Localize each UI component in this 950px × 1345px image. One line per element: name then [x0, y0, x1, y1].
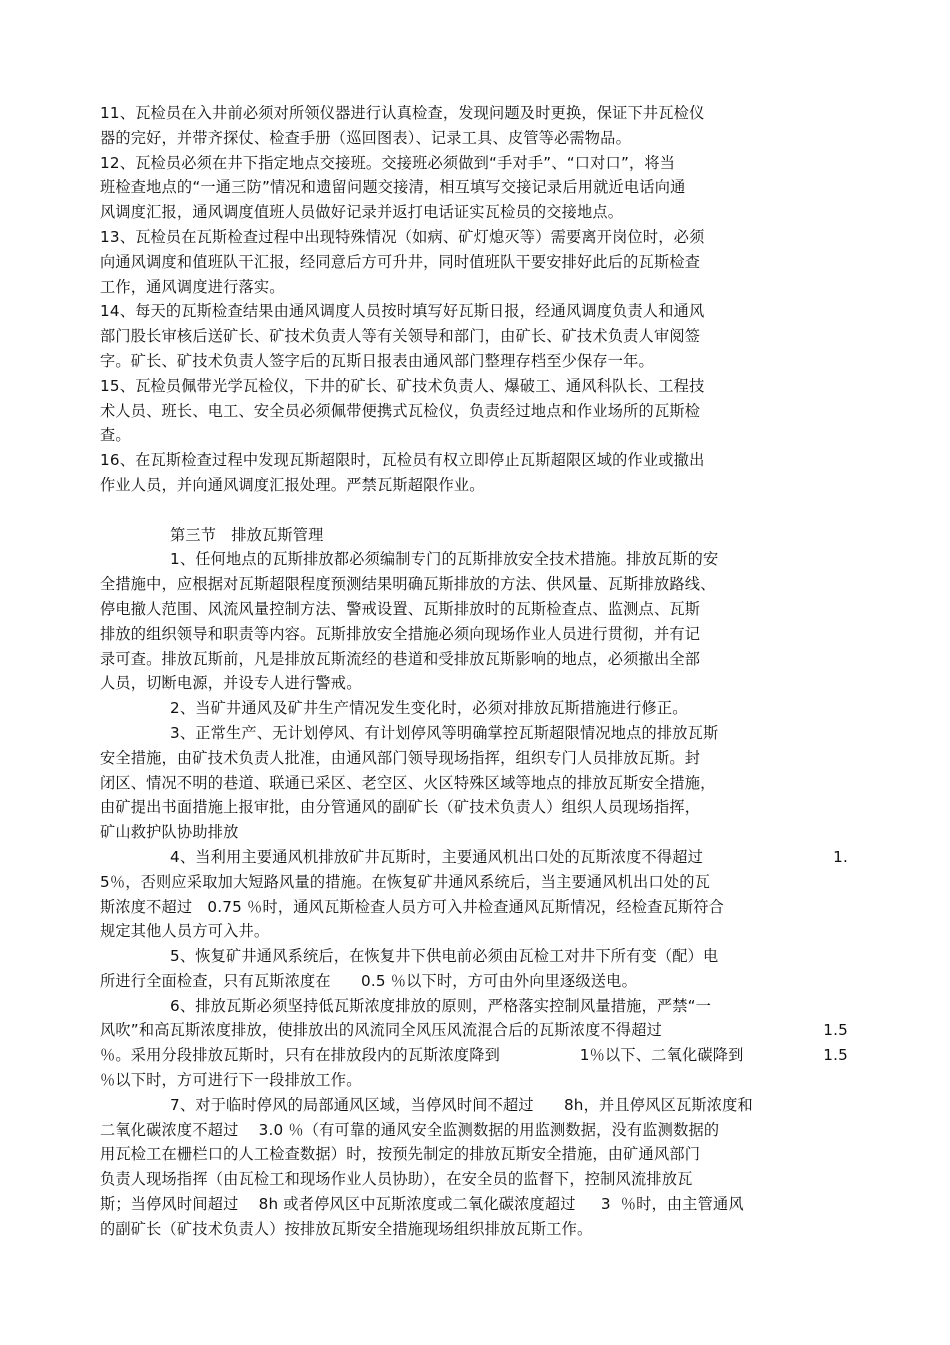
- text-line: 2、当矿井通风及矿井生产情况发生变化时，必须对排放瓦斯措施进行修正。: [170, 699, 688, 718]
- text-line: 查。: [100, 426, 131, 445]
- text-line: 字。矿长、矿技术负责人签字后的瓦斯日报表由通风部门整理存档至少保存一年。: [100, 351, 654, 370]
- text-line: 3、正常生产、无计划停风、有计划停风等明确掌控瓦斯超限情况地点的排放瓦斯: [170, 723, 719, 742]
- value-segment: 1.: [833, 847, 848, 866]
- text-line: 13、瓦检员在瓦斯检查过程中出现特殊情况（如病、矿灯熄灭等）需要离开岗位时，必须: [100, 227, 705, 246]
- document-body: [100, 101, 848, 1242]
- text-line: 安全措施，由矿技术负责人批准，由通风部门领导现场指挥，组织专门人员排放瓦斯。封: [100, 748, 701, 767]
- text-line-with-value: [100, 845, 848, 870]
- text-line: 二氧化碳浓度不超过 3.0 ％（有可靠的通风安全监测数据的用监测数据，没有监测数据的: [100, 1120, 720, 1139]
- value-segment: 1.5: [823, 1021, 848, 1040]
- text-line: 闭区、情况不明的巷道、联通已采区、老空区、火区特殊区域等地点的排放瓦斯安全措施，: [100, 773, 716, 792]
- text-line: 用瓦检工在栅栏口的人工检查数据）时，按预先制定的排放瓦斯安全措施，由矿通风部门: [100, 1145, 701, 1164]
- text-line: 14、每天的瓦斯检查结果由通风调度人员按时填写好瓦斯日报，经通风调度负责人和通风: [100, 302, 705, 321]
- text-line: 7、对于临时停风的局部通风区域，当停风时间不超过 8h，并且停风区瓦斯浓度和: [170, 1095, 753, 1114]
- text-segment: ％。采用分段排放瓦斯时，只有在排放段内的瓦斯浓度降到: [100, 1046, 501, 1065]
- text-line: 术人员、班长、电工、安全员必须佩带便携式瓦检仪，负责经过地点和作业场所的瓦斯检: [100, 401, 701, 420]
- text-line: 全措施中，应根据对瓦斯超限程度预测结果明确瓦斯排放的方法、供风量、瓦斯排放路线、: [100, 575, 716, 594]
- text-line: 向通风调度和值班队干汇报，经同意后方可升井，同时值班队干要安排好此后的瓦斯检查: [100, 252, 701, 271]
- text-line: 斯；当停风时间超过 8h 或者停风区中瓦斯浓度或二氧化碳浓度超过 3 ％时，由主管通风: [100, 1195, 744, 1214]
- text-line: 所进行全面检查，只有瓦斯浓度在 0.5 ％以下时，方可由外向里逐级送电。: [100, 971, 637, 990]
- text-line: 6、排放瓦斯必须坚持低瓦斯浓度排放的原则，严格落实控制风量措施，严禁“一: [170, 996, 712, 1015]
- text-line: 负责人现场指挥（由瓦检工和现场作业人员协助），在安全员的监督下，控制风流排放瓦: [100, 1170, 693, 1189]
- text-line: 班检查地点的“一通三防”情况和遗留问题交接清，相互填写交接记录后用就近电话向通: [100, 178, 686, 197]
- text-line-with-value: [100, 1018, 848, 1043]
- text-line: 作业人员，并向通风调度汇报处理。严禁瓦斯超限作业。: [100, 475, 485, 494]
- text-line: 斯浓度不超过 0.75 ％时，通风瓦斯检查人员方可入井检查通风瓦斯情况，经检查瓦斯符合: [100, 897, 725, 916]
- text-line: 规定其他人员方可入井。: [100, 922, 270, 941]
- text-segment: 4、当利用主要通风机排放矿井瓦斯时，主要通风机出口处的瓦斯浓度不得超过: [170, 847, 704, 866]
- text-line: 矿山救护队协助排放: [100, 823, 239, 842]
- text-line: 11、瓦检员在入井前必须对所领仪器进行认真检查，发现问题及时更换，保证下井瓦检仪: [100, 104, 705, 122]
- text-line: 风调度汇报，通风调度值班人员做好记录并返打电话证实瓦检员的交接地点。: [100, 203, 624, 222]
- paragraph-spacer: [100, 498, 848, 523]
- text-line: 的副矿长（矿技术负责人）按排放瓦斯安全措施现场组织排放瓦斯工作。: [100, 1219, 593, 1238]
- text-line: 12、瓦检员必须在井下指定地点交接班。交接班必须做到“手对手”、“口对口”，将当: [100, 153, 676, 172]
- text-line: 1、任何地点的瓦斯排放都必须编制专门的瓦斯排放安全技术措施。排放瓦斯的安: [170, 550, 719, 569]
- text-segment: 风吹”和高瓦斯浓度排放，使排放出的风流同全风压风流混合后的瓦斯浓度不得超过: [100, 1021, 663, 1040]
- text-line: 录可查。排放瓦斯前，凡是排放瓦斯流经的巷道和受排放瓦斯影响的地点，必须撤出全部: [100, 649, 701, 668]
- text-line: 排放的组织领导和职责等内容。瓦斯排放安全措施必须向现场作业人员进行贯彻，并有记: [100, 624, 701, 643]
- text-line: 停电撤人范围、风流风量控制方法、警戒设置、瓦斯排放时的瓦斯检查点、监测点、瓦斯: [100, 599, 701, 618]
- text-line: 工作，通风调度进行落实。: [100, 277, 285, 296]
- text-line: 16、在瓦斯检查过程中发现瓦斯超限时，瓦检员有权立即停止瓦斯超限区域的作业或撤出: [100, 451, 705, 470]
- value-segment: 1.5: [823, 1046, 848, 1065]
- text-line: 5、恢复矿井通风系统后，在恢复井下供电前必须由瓦检工对井下所有变（配）电: [170, 947, 719, 966]
- text-line: 器的完好，并带齐探仗、检查手册（巡回图表）、记录工具、皮管等必需物品。: [100, 128, 631, 147]
- text-line: 部门股长审核后送矿长、矿技术负责人等有关领导和部门，由矿长、矿技术负责人审阅签: [100, 327, 701, 346]
- text-line: ％以下时，方可进行下一段排放工作。: [100, 1071, 362, 1090]
- text-line: 由矿提出书面措施上报审批，由分管通风的副矿长（矿技术负责人）组织人员现场指挥，: [100, 798, 701, 817]
- text-line: 人员，切断电源，并设专人进行警戒。: [100, 674, 362, 693]
- text-line: 15、瓦检员佩带光学瓦检仪，下井的矿长、矿技术负责人、爆破工、通风科队长、工程技: [100, 376, 705, 395]
- text-segment: 1％以下、二氧化碳降到: [579, 1046, 744, 1065]
- text-line: 5％，否则应采取加大短路风量的措施。在恢复矿井通风系统后，当主要通风机出口处的瓦: [100, 872, 710, 891]
- text-line-with-values: [100, 1043, 848, 1068]
- section-title: 第三节 排放瓦斯管理: [170, 525, 324, 544]
